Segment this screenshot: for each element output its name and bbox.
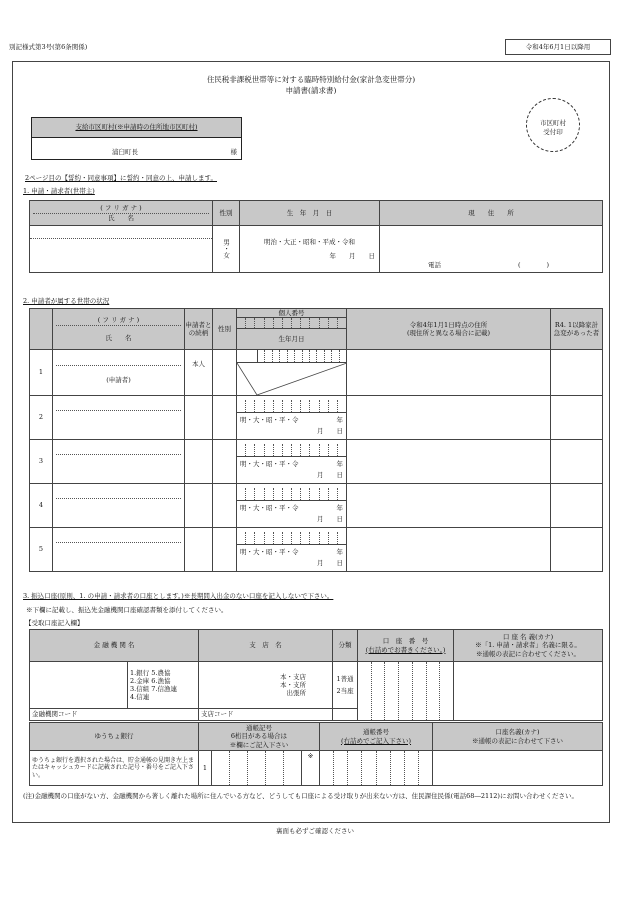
address-label: 現 住 所 (380, 201, 603, 226)
section1-heading: 1. 申請・請求者(世帯主) (23, 187, 95, 195)
footer-note: 裏面も必ずご確認ください (276, 827, 354, 835)
hh-birth-field[interactable] (237, 440, 347, 484)
yucho-label: ゆうちょ銀行 (30, 723, 199, 751)
hh-sex-label: 性別 (213, 309, 237, 350)
hh-birth-field[interactable] (237, 484, 347, 528)
branch-type-1: 本・支店 (280, 672, 307, 681)
hh-name-field[interactable] (53, 528, 185, 572)
account-box-label: 【受取口座記入欄】 (25, 619, 84, 627)
hh-md-label: 月 日 (317, 427, 343, 435)
bank-table (29, 629, 603, 721)
tsucho-kigo-label: 通帳記号 (246, 724, 272, 733)
recipient-name: 浦臼町長 (112, 148, 138, 156)
acct-type-1: 1普通 (336, 674, 354, 683)
hh-md-label: 月 日 (317, 515, 343, 523)
hh-era-options: 明・大・昭・平・令 (240, 459, 299, 468)
bank-name-label: 金 融 機 関 名 (30, 630, 199, 662)
tsucho-kigo-note-2: ※欄にご記入下さい (229, 740, 289, 749)
hh-name-note (56, 543, 181, 571)
applicant-address-field[interactable] (380, 226, 603, 273)
tsucho-kigo-note-1: 6桁目がある場合は (230, 732, 288, 741)
hh-relation-field[interactable] (185, 396, 213, 440)
row-number: 4 (30, 484, 53, 528)
jan1-address-label: 令和4年1月1日時点の住所 (409, 320, 488, 329)
yucho-holder-field[interactable] (433, 751, 603, 786)
phone-label: 電話 (428, 260, 441, 269)
furigana-label: ( フ リ ガ ナ ) (33, 204, 209, 213)
r4-label: R4. 1以降家計急変があった者 (551, 309, 603, 350)
hh-name-field[interactable] (53, 440, 185, 484)
birth-label: 生 年 月 日 (240, 201, 380, 226)
yucho-table (29, 722, 603, 786)
kigo-first-digit: 1 (199, 751, 212, 785)
mynumber-cells (237, 318, 346, 329)
yucho-holder-label: 口座名義(カナ) (495, 728, 540, 737)
yucho-holder-note: ※通帳の表記に合わせて下さい (472, 736, 563, 745)
hh-relation-field[interactable]: 本人 (185, 350, 213, 396)
household-table (29, 308, 603, 572)
hh-r4-field[interactable] (551, 440, 603, 484)
holder-label: 口 座 名 義(カナ) (502, 633, 554, 642)
applicant-table (29, 200, 603, 273)
stamp-label-1: 市区町村 (540, 119, 566, 127)
branch-field[interactable] (199, 662, 333, 709)
section3-heading: 3. 振込口座(原則、1. の申請・請求者の口座とします。)※長期間入出金のない口座を記入しないで下さい。 (23, 592, 334, 600)
hh-r4-field[interactable] (551, 350, 603, 396)
hh-era-options: 明・大・昭・平・令 (240, 415, 299, 424)
recipient-header: 支給市区町村(※申請時の住所地市区町村) (32, 118, 241, 138)
hh-r4-field[interactable] (551, 484, 603, 528)
hh-name-note (56, 499, 181, 527)
hh-name-field[interactable] (53, 396, 185, 440)
bank-code-label: 金融機関コード (32, 710, 78, 719)
tsucho-no-note: (右詰めでご記入下さい) (340, 736, 412, 745)
hh-era-options: 明・大・昭・平・令 (240, 547, 299, 556)
hh-year-label: 年 (336, 415, 343, 424)
household-row (30, 440, 603, 484)
hh-relation-field[interactable] (185, 440, 213, 484)
bank-name-field[interactable] (30, 662, 128, 709)
applicant-name-field[interactable] (30, 226, 213, 273)
household-row (30, 528, 603, 572)
hh-birth-field[interactable] (237, 396, 347, 440)
hh-year-label: 年 (336, 459, 343, 468)
row-number: 2 (30, 396, 53, 440)
hh-birth-field[interactable] (237, 350, 347, 396)
hh-sex-field[interactable] (213, 440, 237, 484)
era-options: 明治・大正・昭和・平成・令和 (264, 237, 355, 246)
applicant-sex-value[interactable]: 男・女 (213, 226, 240, 273)
mynumber-label: 個人番号 (237, 309, 346, 318)
acct-number-field[interactable] (358, 662, 454, 721)
row-number: 3 (30, 440, 53, 484)
recipient-sama: 様 (230, 148, 237, 156)
hh-name-note (56, 455, 181, 483)
hh-name-field[interactable] (53, 350, 185, 396)
yucho-note: ゆうちょ銀行を選択された場合は、貯金通帳の見開き左上またはキャッシュカードに記載された記号・番号をご記入下さい。 (30, 751, 199, 786)
acct-type-label: 分類 (333, 630, 358, 662)
hh-sex-field[interactable] (213, 396, 237, 440)
acct-no-label: 口 座 番 号 (382, 637, 429, 646)
hh-name-field[interactable] (53, 484, 185, 528)
tsucho-kigo-field[interactable] (199, 751, 320, 786)
applicant-birth-field[interactable] (240, 226, 380, 273)
hh-sex-field[interactable] (213, 350, 237, 396)
kigo-star: ※ (307, 752, 314, 760)
hh-jan1-address-field[interactable] (347, 528, 551, 572)
recipient-box (31, 117, 242, 160)
form-subtitle: 申請書(請求書) (285, 86, 337, 95)
form-title: 住民税非課税世帯等に対する臨時特別給付金(家計急変世帯分) (206, 75, 416, 84)
section3-note: ※下欄に記載し、振込先金融機関口座確認書類を添付してください。 (26, 606, 228, 614)
hh-sex-field[interactable] (213, 528, 237, 572)
household-row (30, 484, 603, 528)
hh-year-label: 年 (336, 503, 343, 512)
hh-r4-field[interactable] (551, 396, 603, 440)
acct-type-options[interactable] (333, 662, 358, 709)
footnote: (注)金融機関の口座がない方、金融機関から著しく離れた場所に住んでいる方など、どうしても口座による受け取りが出来ない方は、住民課住民係(電話68―2112)にお問い合わせください。 (23, 792, 578, 800)
tsucho-no-label: 通帳番号 (363, 728, 389, 737)
effective-date-badge: 令和4年6月1日以降用 (505, 39, 611, 55)
phone-paren: ( ) (518, 260, 550, 269)
intro-text: 2ページ目の【誓約・同意事項】に誓約・同意の上、申請します。 (25, 174, 217, 182)
bank-code-field[interactable] (30, 708, 199, 720)
hh-furigana-label: ( フ リ ガ ナ ) (56, 316, 181, 325)
hh-year-label: 年 (336, 547, 343, 556)
hh-name-note: (申請者) (106, 376, 131, 384)
reception-stamp-circle (526, 98, 580, 152)
row-number: 1 (30, 350, 53, 396)
hh-sex-field[interactable] (213, 484, 237, 528)
branch-code-field[interactable] (199, 708, 333, 720)
acct-type-2: 2当座 (336, 686, 354, 695)
relation-label: 申請者との続柄 (185, 309, 213, 350)
diagonal-slash (237, 363, 347, 395)
hh-era-options: 明・大・昭・平・令 (240, 503, 299, 512)
bank-type-2: 2.金庫 6.漁協 (130, 676, 171, 685)
bank-type-4: 4.信連 (130, 693, 150, 702)
hh-jan1-address-field[interactable] (347, 484, 551, 528)
branch-code-label: 支店コード (201, 710, 234, 719)
household-row (30, 350, 603, 396)
bank-type-3: 3.信組 7.信漁連 (130, 684, 177, 693)
bank-type-1: 1.銀行 5.農協 (130, 668, 171, 677)
hh-relation-field[interactable] (185, 528, 213, 572)
sex-label: 性別 (213, 201, 240, 226)
ymd-label: 年 月 日 (329, 252, 375, 260)
holder-field[interactable] (454, 662, 603, 721)
hh-relation-field[interactable] (185, 484, 213, 528)
branch-type-2: 本・支所 (280, 680, 307, 689)
hh-birth-field[interactable] (237, 528, 347, 572)
holder-note-2: ※通帳の表記に合わせてください。 (476, 649, 581, 658)
hh-md-label: 月 日 (317, 471, 343, 479)
jan1-address-note: (現住所と異なる場合に記載) (406, 329, 491, 337)
name-label: 氏 名 (108, 213, 134, 222)
hh-name-label: 氏 名 (105, 333, 132, 342)
stamp-label-2: 受付印 (543, 128, 563, 136)
holder-note-1: ※「1. 申請・請求者」名義に限る。 (475, 641, 581, 650)
branch-label: 支 店 名 (199, 630, 333, 662)
hh-birth-label: 生年月日 (278, 335, 305, 343)
acct-no-note: (右詰めでお書きください。) (365, 645, 446, 654)
household-row (30, 396, 603, 440)
hh-md-label: 月 日 (317, 559, 343, 567)
row-number: 5 (30, 528, 53, 572)
hh-name-note (56, 411, 181, 439)
hh-jan1-address-field[interactable] (347, 440, 551, 484)
bank-type-options (128, 662, 199, 709)
hh-jan1-address-field[interactable] (347, 350, 551, 396)
branch-type-3: 出張所 (286, 688, 307, 697)
hh-jan1-address-field[interactable] (347, 396, 551, 440)
hh-r4-field[interactable] (551, 528, 603, 572)
tsucho-number-field[interactable] (320, 751, 433, 786)
form-number: 別記様式第3号(第6条関係) (9, 43, 88, 51)
section2-heading: 2. 申請者が属する世帯の状況 (23, 297, 110, 305)
